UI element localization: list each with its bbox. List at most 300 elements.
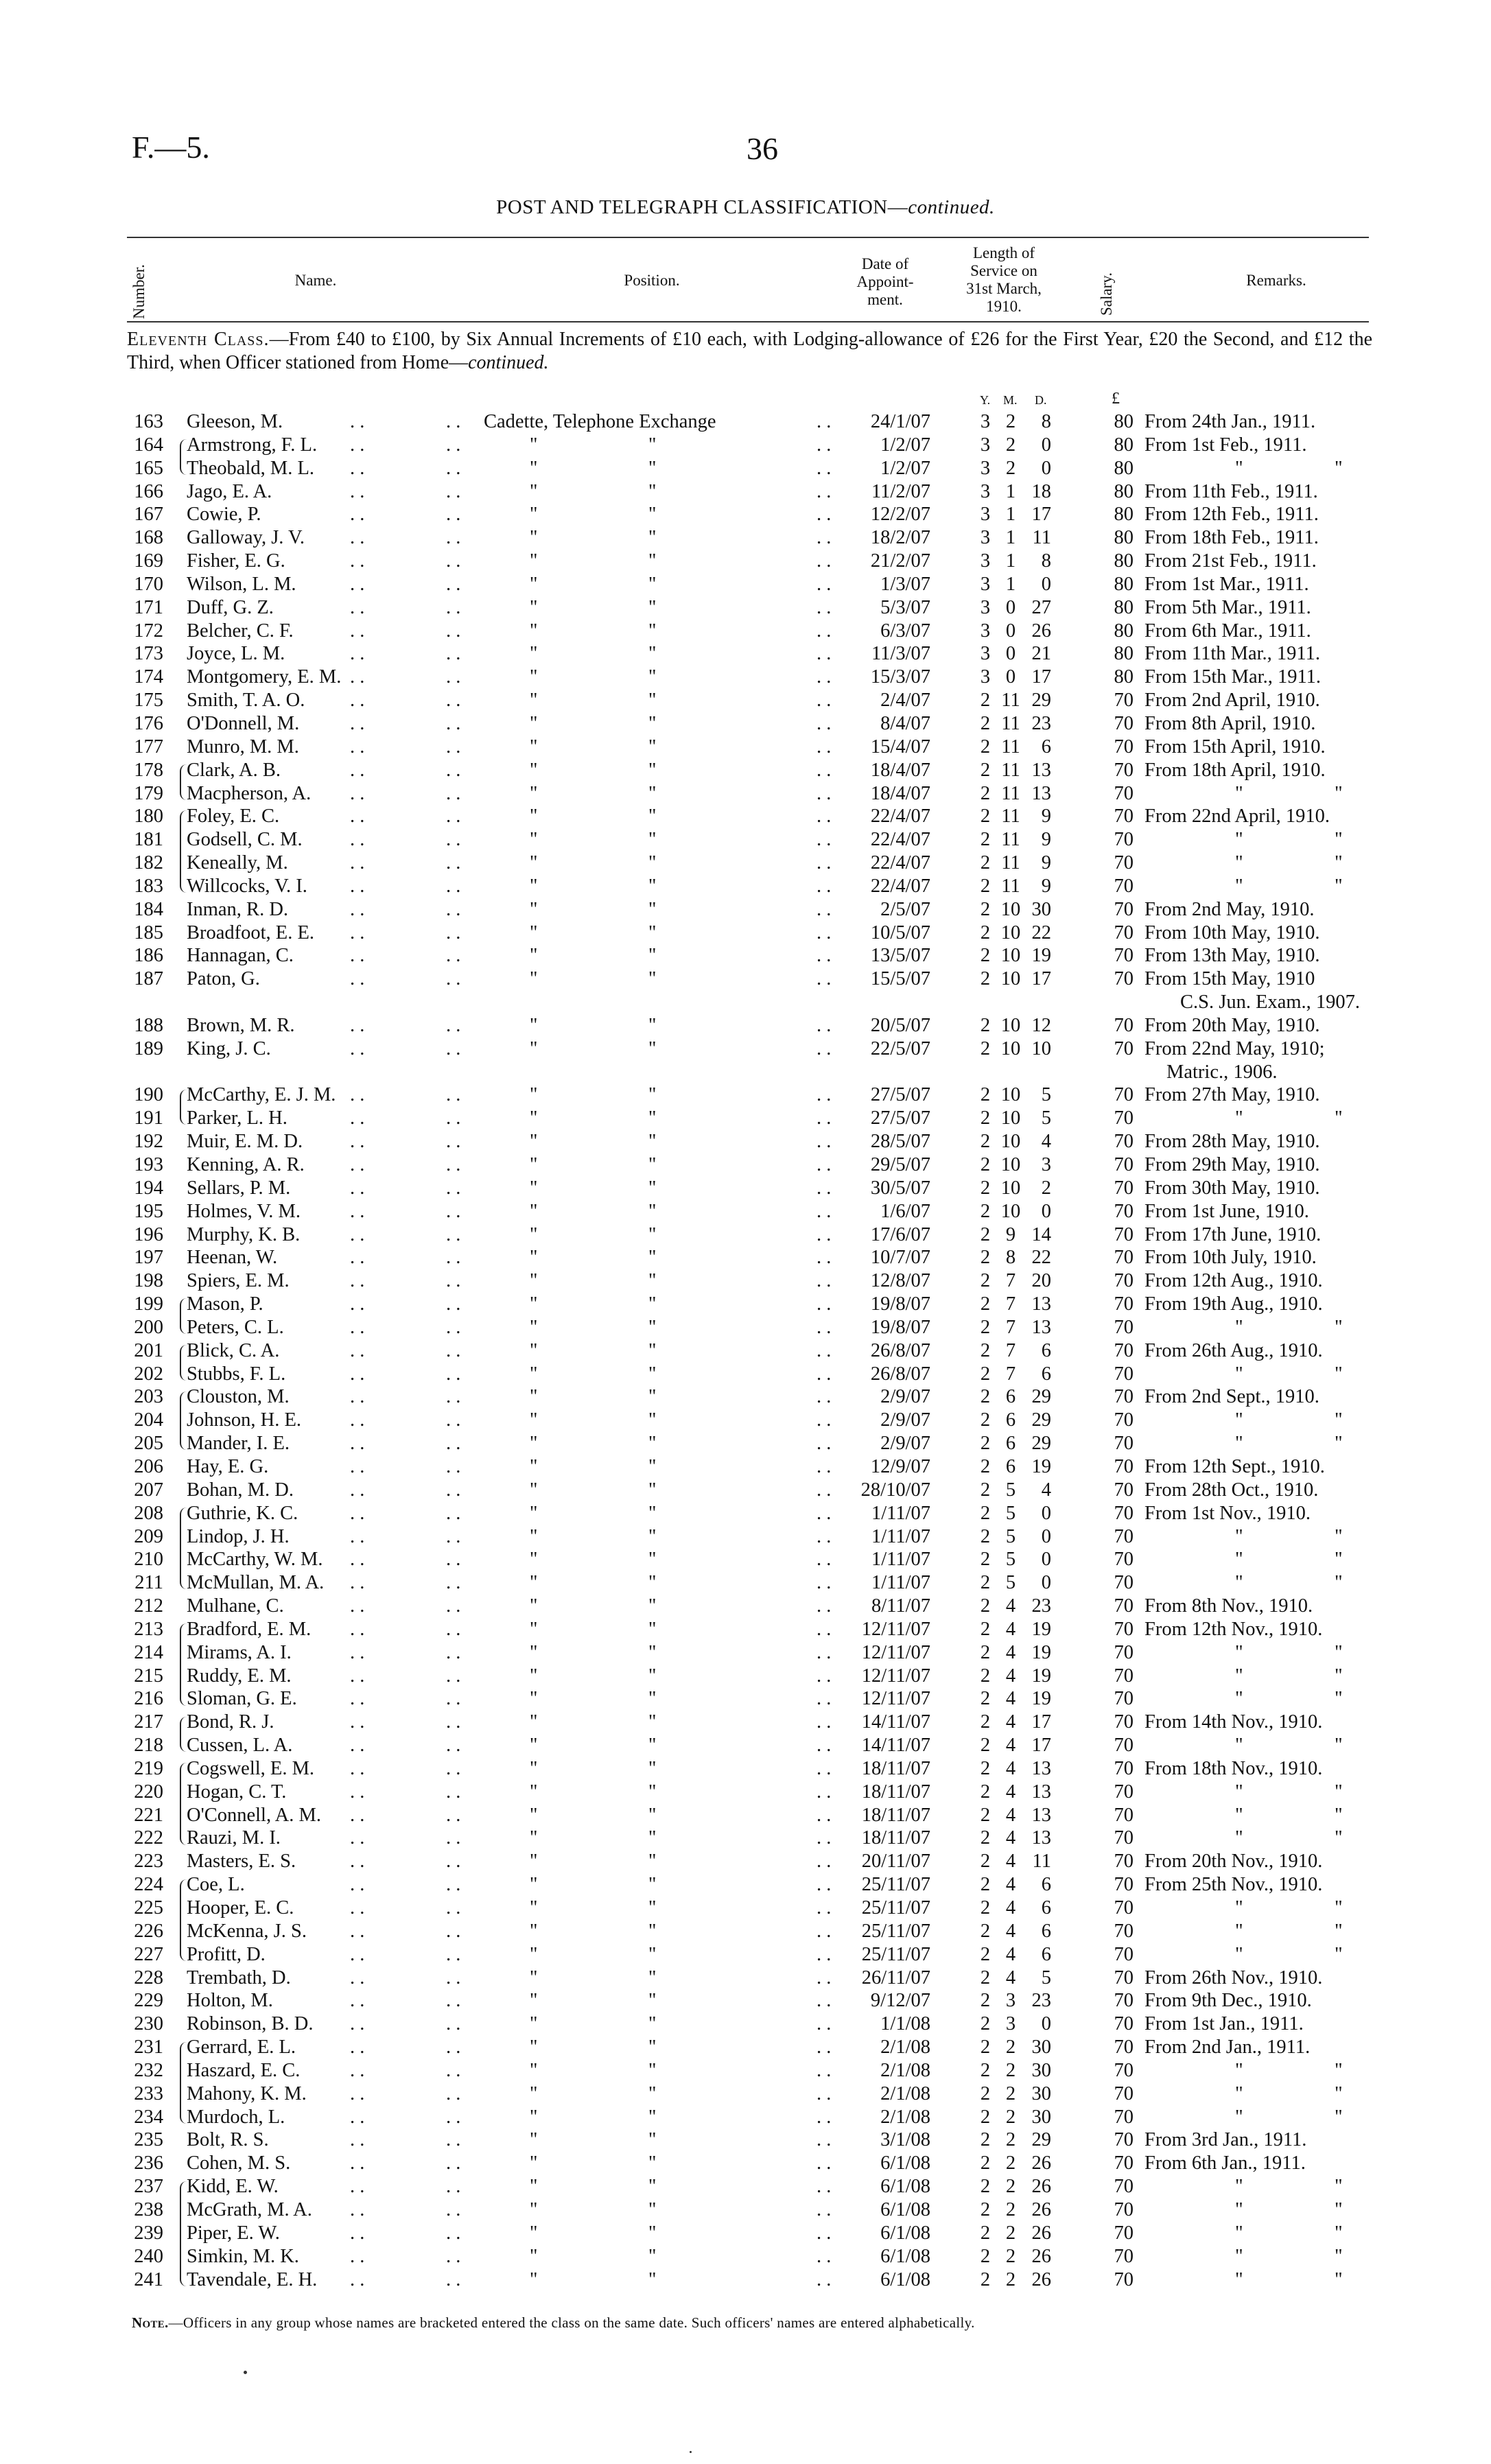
- row-days: 9: [1041, 875, 1051, 897]
- row-date: 12/11/07: [861, 1688, 930, 1710]
- row-months: 2: [1005, 2222, 1016, 2244]
- row-number: 236: [134, 2152, 163, 2174]
- dot-leader: . .: [350, 434, 365, 456]
- row-months: 10: [1000, 945, 1021, 967]
- dot-leader: . .: [350, 550, 365, 572]
- table-row: [0, 1269, 1491, 1293]
- dot-leader: . .: [446, 1363, 461, 1385]
- dot-leader: . .: [817, 1107, 832, 1129]
- dot-leader: . .: [817, 945, 832, 967]
- row-number: 231: [134, 2037, 163, 2058]
- row-salary: 80: [1114, 480, 1134, 502]
- row-name: Brown, M. R.: [187, 1014, 295, 1036]
- dot-leader: . .: [817, 1479, 832, 1501]
- row-remarks: From 12th Feb., 1911.: [1144, 504, 1319, 526]
- dot-leader: . .: [817, 2129, 832, 2151]
- row-months: 11: [1001, 759, 1020, 781]
- row-name: Godsell, C. M.: [187, 829, 303, 851]
- row-salary: 70: [1114, 852, 1134, 874]
- footnote-text: —Officers in any group whose names are bracketed entered the class on the same date. Such officers' names are entered alphabetically.: [168, 2314, 975, 2331]
- ditto-mark: ": [530, 1595, 538, 1617]
- row-years: 2: [980, 1967, 991, 1988]
- row-date: 18/11/07: [861, 1827, 930, 1849]
- dot-leader: . .: [350, 1386, 365, 1408]
- dot-leader: . .: [446, 1247, 461, 1269]
- row-number: 212: [134, 1595, 163, 1617]
- row-months: 10: [1000, 1131, 1021, 1153]
- row-salary: 70: [1114, 2222, 1134, 2244]
- dot-leader: . .: [817, 550, 832, 572]
- remarks-ditto-mark: ": [1235, 875, 1243, 897]
- row-name: Theobald, M. L.: [187, 457, 315, 479]
- dot-leader: . .: [446, 1874, 461, 1896]
- row-remarks: From 12th Nov., 1910.: [1144, 1618, 1323, 1640]
- row-years: 2: [980, 806, 991, 828]
- class-heading-continued: continued.: [468, 352, 549, 373]
- ditto-mark: ": [530, 434, 538, 456]
- row-number: 237: [134, 2176, 163, 2198]
- table-row: [0, 1781, 1491, 1804]
- ditto-mark: ": [648, 2106, 657, 2128]
- row-salary: 70: [1114, 1572, 1134, 1594]
- dot-leader: . .: [446, 782, 461, 804]
- ditto-mark: ": [530, 1455, 538, 1477]
- ditto-mark: ": [648, 2222, 657, 2244]
- row-name: Fisher, E. G.: [187, 550, 285, 572]
- table-row: [0, 1200, 1491, 1223]
- row-days: 17: [1031, 968, 1051, 990]
- dot-leader: . .: [350, 1943, 365, 1965]
- row-salary: 70: [1114, 782, 1134, 804]
- row-days: 13: [1031, 782, 1051, 804]
- row-number: 211: [134, 1572, 163, 1594]
- title-continued: continued.: [908, 196, 995, 218]
- row-date: 21/2/07: [870, 550, 930, 572]
- row-days: 5: [1041, 1084, 1051, 1106]
- dot-leader: . .: [817, 1409, 832, 1431]
- table-row: [0, 1989, 1491, 2013]
- table-row: [0, 1943, 1491, 1967]
- row-days: 8: [1041, 550, 1051, 572]
- dot-leader: . .: [817, 712, 832, 734]
- table-row: [0, 573, 1491, 596]
- table-row: [0, 1409, 1491, 1432]
- row-days: 19: [1031, 1618, 1051, 1640]
- row-date: 12/9/07: [870, 1455, 930, 1477]
- ditto-mark: ": [648, 922, 657, 943]
- row-months: 4: [1005, 1595, 1016, 1617]
- row-number: 188: [134, 1014, 163, 1036]
- ditto-mark: ": [648, 2245, 657, 2267]
- dot-leader: . .: [350, 1665, 365, 1687]
- table-row: [0, 1548, 1491, 1571]
- row-date: 2/5/07: [880, 898, 930, 920]
- ditto-mark: ": [530, 1525, 538, 1547]
- dot-leader: . .: [817, 1270, 832, 1292]
- name-group-bracket: [180, 1090, 188, 1125]
- row-number: 232: [134, 2059, 163, 2081]
- dot-leader: . .: [817, 1154, 832, 1175]
- dot-leader: . .: [817, 968, 832, 990]
- dot-leader: . .: [446, 2037, 461, 2058]
- ditto-mark: ": [648, 1293, 657, 1315]
- row-salary: 70: [1114, 945, 1134, 967]
- row-number: 239: [134, 2222, 163, 2244]
- dot-leader: . .: [817, 1200, 832, 1222]
- row-number: 170: [134, 573, 163, 595]
- row-years: 2: [980, 1897, 991, 1919]
- row-date: 25/11/07: [861, 1943, 930, 1965]
- row-number: 197: [134, 1247, 163, 1269]
- table-row: [0, 875, 1491, 898]
- row-years: 2: [980, 1549, 991, 1571]
- dot-leader: . .: [446, 898, 461, 920]
- row-number: 202: [134, 1363, 163, 1385]
- ditto-mark: ": [648, 1525, 657, 1547]
- remarks-ditto-mark: ": [1335, 2268, 1343, 2290]
- row-number: 228: [134, 1967, 163, 1988]
- dot-leader: . .: [446, 457, 461, 479]
- row-days: 5: [1041, 1967, 1051, 1988]
- row-name: Simkin, M. K.: [187, 2245, 299, 2267]
- ditto-mark: ": [648, 759, 657, 781]
- dot-leader: . .: [446, 1920, 461, 1942]
- row-years: 2: [980, 2013, 991, 2035]
- dot-leader: . .: [446, 620, 461, 642]
- dot-leader: . .: [446, 1107, 461, 1129]
- remarks-ditto-mark: ": [1235, 2106, 1243, 2128]
- dot-leader: . .: [446, 2082, 461, 2104]
- ditto-mark: ": [530, 643, 538, 665]
- row-number: 234: [134, 2106, 163, 2128]
- row-salary: 70: [1114, 1037, 1134, 1059]
- remarks-ditto-mark: ": [1235, 2268, 1243, 2290]
- row-months: 2: [1005, 411, 1016, 432]
- dot-leader: . .: [350, 1735, 365, 1757]
- ditto-mark: ": [530, 712, 538, 734]
- dot-leader: . .: [446, 550, 461, 572]
- ditto-mark: ": [530, 666, 538, 688]
- ditto-mark: ": [530, 1409, 538, 1431]
- row-name: Blick, C. A.: [187, 1339, 280, 1361]
- ditto-mark: ": [530, 1339, 538, 1361]
- ditto-mark: ": [530, 1502, 538, 1524]
- table-row: [0, 457, 1491, 480]
- row-months: 3: [1005, 1990, 1016, 2012]
- remarks-ditto-mark: ": [1235, 1665, 1243, 1687]
- row-date: 1/2/07: [880, 434, 930, 456]
- row-days: 18: [1031, 480, 1051, 502]
- row-days: 5: [1041, 1107, 1051, 1129]
- dot-leader: . .: [350, 643, 365, 665]
- dot-leader: . .: [350, 2106, 365, 2128]
- ditto-mark: ": [648, 2152, 657, 2174]
- ditto-mark: ": [648, 1433, 657, 1455]
- ditto-mark: ": [648, 1107, 657, 1129]
- row-months: 7: [1005, 1316, 1016, 1338]
- dot-leader: . .: [446, 1943, 461, 1965]
- row-days: 26: [1031, 2152, 1051, 2174]
- row-months: 5: [1005, 1572, 1016, 1594]
- row-name: Tavendale, E. H.: [187, 2268, 318, 2290]
- row-days: 29: [1031, 1433, 1051, 1455]
- remarks-ditto-mark: ": [1335, 875, 1343, 897]
- row-number: 223: [134, 1851, 163, 1873]
- table-row: [0, 480, 1491, 504]
- row-years: 2: [980, 2198, 991, 2220]
- name-group-bracket: [180, 1392, 188, 1451]
- row-date: 18/2/07: [870, 527, 930, 549]
- row-name: Bolt, R. S.: [187, 2129, 269, 2151]
- table-row: [0, 596, 1491, 620]
- row-number: 192: [134, 1131, 163, 1153]
- remarks-ditto-mark: ": [1335, 457, 1343, 479]
- row-date: 1/11/07: [871, 1572, 930, 1594]
- name-group-bracket: [180, 439, 188, 475]
- row-salary: 70: [1114, 1223, 1134, 1245]
- row-months: 1: [1005, 480, 1016, 502]
- row-number: 171: [134, 596, 163, 618]
- row-days: 26: [1031, 2268, 1051, 2290]
- dot-leader: . .: [817, 1339, 832, 1361]
- row-date: 13/5/07: [870, 945, 930, 967]
- dot-leader: . .: [446, 1386, 461, 1408]
- row-remarks: From 18th April, 1910.: [1144, 759, 1326, 781]
- class-heading-label: Eleventh Class.: [127, 329, 270, 350]
- row-days: 11: [1032, 1851, 1051, 1873]
- table-row: [0, 1873, 1491, 1897]
- table-row: [0, 689, 1491, 712]
- ditto-mark: ": [530, 759, 538, 781]
- row-months: 0: [1005, 666, 1016, 688]
- table-row: [0, 2222, 1491, 2245]
- row-years: 2: [980, 1920, 991, 1942]
- row-years: 2: [980, 1247, 991, 1269]
- dot-leader: . .: [350, 1409, 365, 1431]
- ditto-mark: ": [648, 2268, 657, 2290]
- row-remarks: From 11th Mar., 1911.: [1144, 643, 1320, 665]
- row-salary: 70: [1114, 1618, 1134, 1640]
- row-salary: 70: [1114, 1525, 1134, 1547]
- row-remarks: From 26th Nov., 1910.: [1144, 1967, 1323, 1988]
- row-months: 6: [1005, 1386, 1016, 1408]
- row-number: 175: [134, 690, 163, 712]
- row-name: Cussen, L. A.: [187, 1735, 293, 1757]
- row-years: 3: [980, 527, 991, 549]
- dot-leader: . .: [446, 712, 461, 734]
- table-row: [0, 1223, 1491, 1247]
- table-row: [0, 1967, 1491, 1990]
- row-date: 12/2/07: [870, 504, 930, 526]
- dot-leader: . .: [817, 1131, 832, 1153]
- column-header-salary-text: Salary.: [1098, 272, 1115, 316]
- row-number: 203: [134, 1386, 163, 1408]
- ditto-mark: ": [530, 1572, 538, 1594]
- ditto-mark: ": [648, 1781, 657, 1803]
- row-years: 2: [980, 945, 991, 967]
- row-salary: 70: [1114, 2129, 1134, 2151]
- name-group-bracket: [180, 2181, 188, 2286]
- row-salary: 80: [1114, 666, 1134, 688]
- row-years: 2: [980, 968, 991, 990]
- row-months: 4: [1005, 1851, 1016, 1873]
- row-name: Hannagan, C.: [187, 945, 294, 967]
- row-date: 12/11/07: [861, 1641, 930, 1663]
- row-months: 2: [1005, 2245, 1016, 2267]
- row-salary: 70: [1114, 2245, 1134, 2267]
- dot-leader: . .: [817, 457, 832, 479]
- row-name: Jago, E. A.: [187, 480, 272, 502]
- column-header-number: [130, 244, 151, 319]
- row-years: 2: [980, 1131, 991, 1153]
- dot-leader: . .: [817, 1247, 832, 1269]
- row-number: 194: [134, 1177, 163, 1199]
- title-text: POST AND TELEGRAPH CLASSIFICATION—: [496, 196, 908, 218]
- row-number: 166: [134, 480, 163, 502]
- row-months: 10: [1000, 1107, 1021, 1129]
- row-number: 176: [134, 712, 163, 734]
- row-months: 10: [1000, 1084, 1021, 1106]
- ditto-mark: ": [648, 1177, 657, 1199]
- table-row: [0, 1293, 1491, 1316]
- row-number: 205: [134, 1433, 163, 1455]
- row-months: 10: [1000, 922, 1021, 943]
- row-days: 6: [1041, 1897, 1051, 1919]
- dot-leader: . .: [350, 945, 365, 967]
- row-days: 6: [1041, 1874, 1051, 1896]
- row-years: 2: [980, 2245, 991, 2267]
- row-number: 206: [134, 1455, 163, 1477]
- dot-leader: . .: [817, 1735, 832, 1757]
- table-row: [0, 1083, 1491, 1107]
- table-row: [0, 782, 1491, 806]
- ditto-mark: ": [530, 1223, 538, 1245]
- table-row: [0, 1525, 1491, 1549]
- dot-leader: . .: [350, 736, 365, 758]
- row-number: 230: [134, 2013, 163, 2035]
- row-name: Gleeson, M.: [187, 411, 283, 432]
- dot-leader: . .: [817, 1595, 832, 1617]
- dot-leader: . .: [817, 1711, 832, 1733]
- dot-leader: . .: [350, 2176, 365, 2198]
- dot-leader: . .: [446, 1572, 461, 1594]
- remarks-ditto-mark: ": [1235, 457, 1243, 479]
- row-date: 17/6/07: [870, 1223, 930, 1245]
- row-date: 6/3/07: [880, 620, 930, 642]
- row-salary: 80: [1114, 643, 1134, 665]
- dot-leader: . .: [446, 806, 461, 828]
- remarks-ditto-mark: ": [1335, 1781, 1343, 1803]
- ditto-mark: ": [530, 875, 538, 897]
- row-days: 21: [1031, 643, 1051, 665]
- ditto-mark: ": [648, 1665, 657, 1687]
- row-months: 11: [1001, 736, 1020, 758]
- row-number: 179: [134, 782, 163, 804]
- row-years: 2: [980, 1014, 991, 1036]
- name-group-bracket: [180, 1298, 188, 1334]
- row-days: 0: [1041, 1572, 1051, 1594]
- dot-leader: . .: [350, 1827, 365, 1849]
- row-days: 12: [1031, 1014, 1051, 1036]
- ditto-mark: ": [648, 1920, 657, 1942]
- dot-leader: . .: [350, 2013, 365, 2035]
- remarks-ditto-mark: ": [1335, 1665, 1343, 1687]
- remarks-ditto-mark: ": [1335, 829, 1343, 851]
- row-salary: 70: [1114, 1177, 1134, 1199]
- ditto-mark: ": [530, 457, 538, 479]
- row-date: 6/1/08: [880, 2198, 930, 2220]
- row-days: 30: [1031, 2037, 1051, 2058]
- row-years: 2: [980, 1781, 991, 1803]
- row-name: Bradford, E. M.: [187, 1618, 312, 1640]
- row-name: Rauzi, M. I.: [187, 1827, 281, 1849]
- dot-leader: . .: [446, 1223, 461, 1245]
- row-salary: 70: [1114, 1455, 1134, 1477]
- row-years: 2: [980, 1293, 991, 1315]
- table-row: [0, 852, 1491, 875]
- row-salary: 70: [1114, 1293, 1134, 1315]
- row-salary: 80: [1114, 434, 1134, 456]
- ditto-mark: ": [530, 504, 538, 526]
- table-row: [0, 2036, 1491, 2059]
- row-name: Muir, E. M. D.: [187, 1131, 303, 1153]
- ditto-mark: ": [530, 829, 538, 851]
- row-date: 15/3/07: [870, 666, 930, 688]
- dot-leader: . .: [350, 457, 365, 479]
- row-name: McCarthy, W. M.: [187, 1549, 323, 1571]
- row-name: Murphy, K. B.: [187, 1223, 301, 1245]
- dot-leader: . .: [446, 1757, 461, 1779]
- ditto-mark: ": [530, 1386, 538, 1408]
- table-row: [0, 2198, 1491, 2222]
- name-group-bracket: [180, 1623, 188, 1706]
- row-years: 2: [980, 2106, 991, 2128]
- ditto-mark: ": [648, 875, 657, 897]
- row-years: 2: [980, 1107, 991, 1129]
- row-remarks: From 1st Jan., 1911.: [1144, 2013, 1304, 2035]
- row-salary: 70: [1114, 1943, 1134, 1965]
- row-salary: 70: [1114, 1270, 1134, 1292]
- dot-leader: . .: [350, 1433, 365, 1455]
- dot-leader: . .: [446, 1339, 461, 1361]
- row-date: 18/11/07: [861, 1804, 930, 1826]
- row-days: 6: [1041, 1363, 1051, 1385]
- remarks-ditto-mark: ": [1235, 2198, 1243, 2220]
- row-name: Clark, A. B.: [187, 759, 281, 781]
- row-months: 0: [1005, 643, 1016, 665]
- remarks-ditto-mark: ": [1335, 1735, 1343, 1757]
- dot-leader: . .: [817, 2268, 832, 2290]
- ditto-mark: ": [648, 2176, 657, 2198]
- ditto-mark: ": [648, 1247, 657, 1269]
- row-salary: 70: [1114, 806, 1134, 828]
- row-name: Munro, M. M.: [187, 736, 299, 758]
- row-salary: 70: [1114, 712, 1134, 734]
- row-date: 24/1/07: [870, 411, 930, 432]
- subhead-days: D.: [1035, 393, 1047, 407]
- row-days: 13: [1031, 1757, 1051, 1779]
- row-days: 29: [1031, 690, 1051, 712]
- ditto-mark: ": [648, 968, 657, 990]
- row-months: 5: [1005, 1549, 1016, 1571]
- remarks-ditto-mark: ": [1335, 1409, 1343, 1431]
- dot-leader: . .: [350, 829, 365, 851]
- dot-leader: . .: [350, 1363, 365, 1385]
- row-name: Galloway, J. V.: [187, 527, 305, 549]
- dot-leader: . .: [817, 1084, 832, 1106]
- row-days: 19: [1031, 945, 1051, 967]
- row-remarks: From 18th Feb., 1911.: [1144, 527, 1319, 549]
